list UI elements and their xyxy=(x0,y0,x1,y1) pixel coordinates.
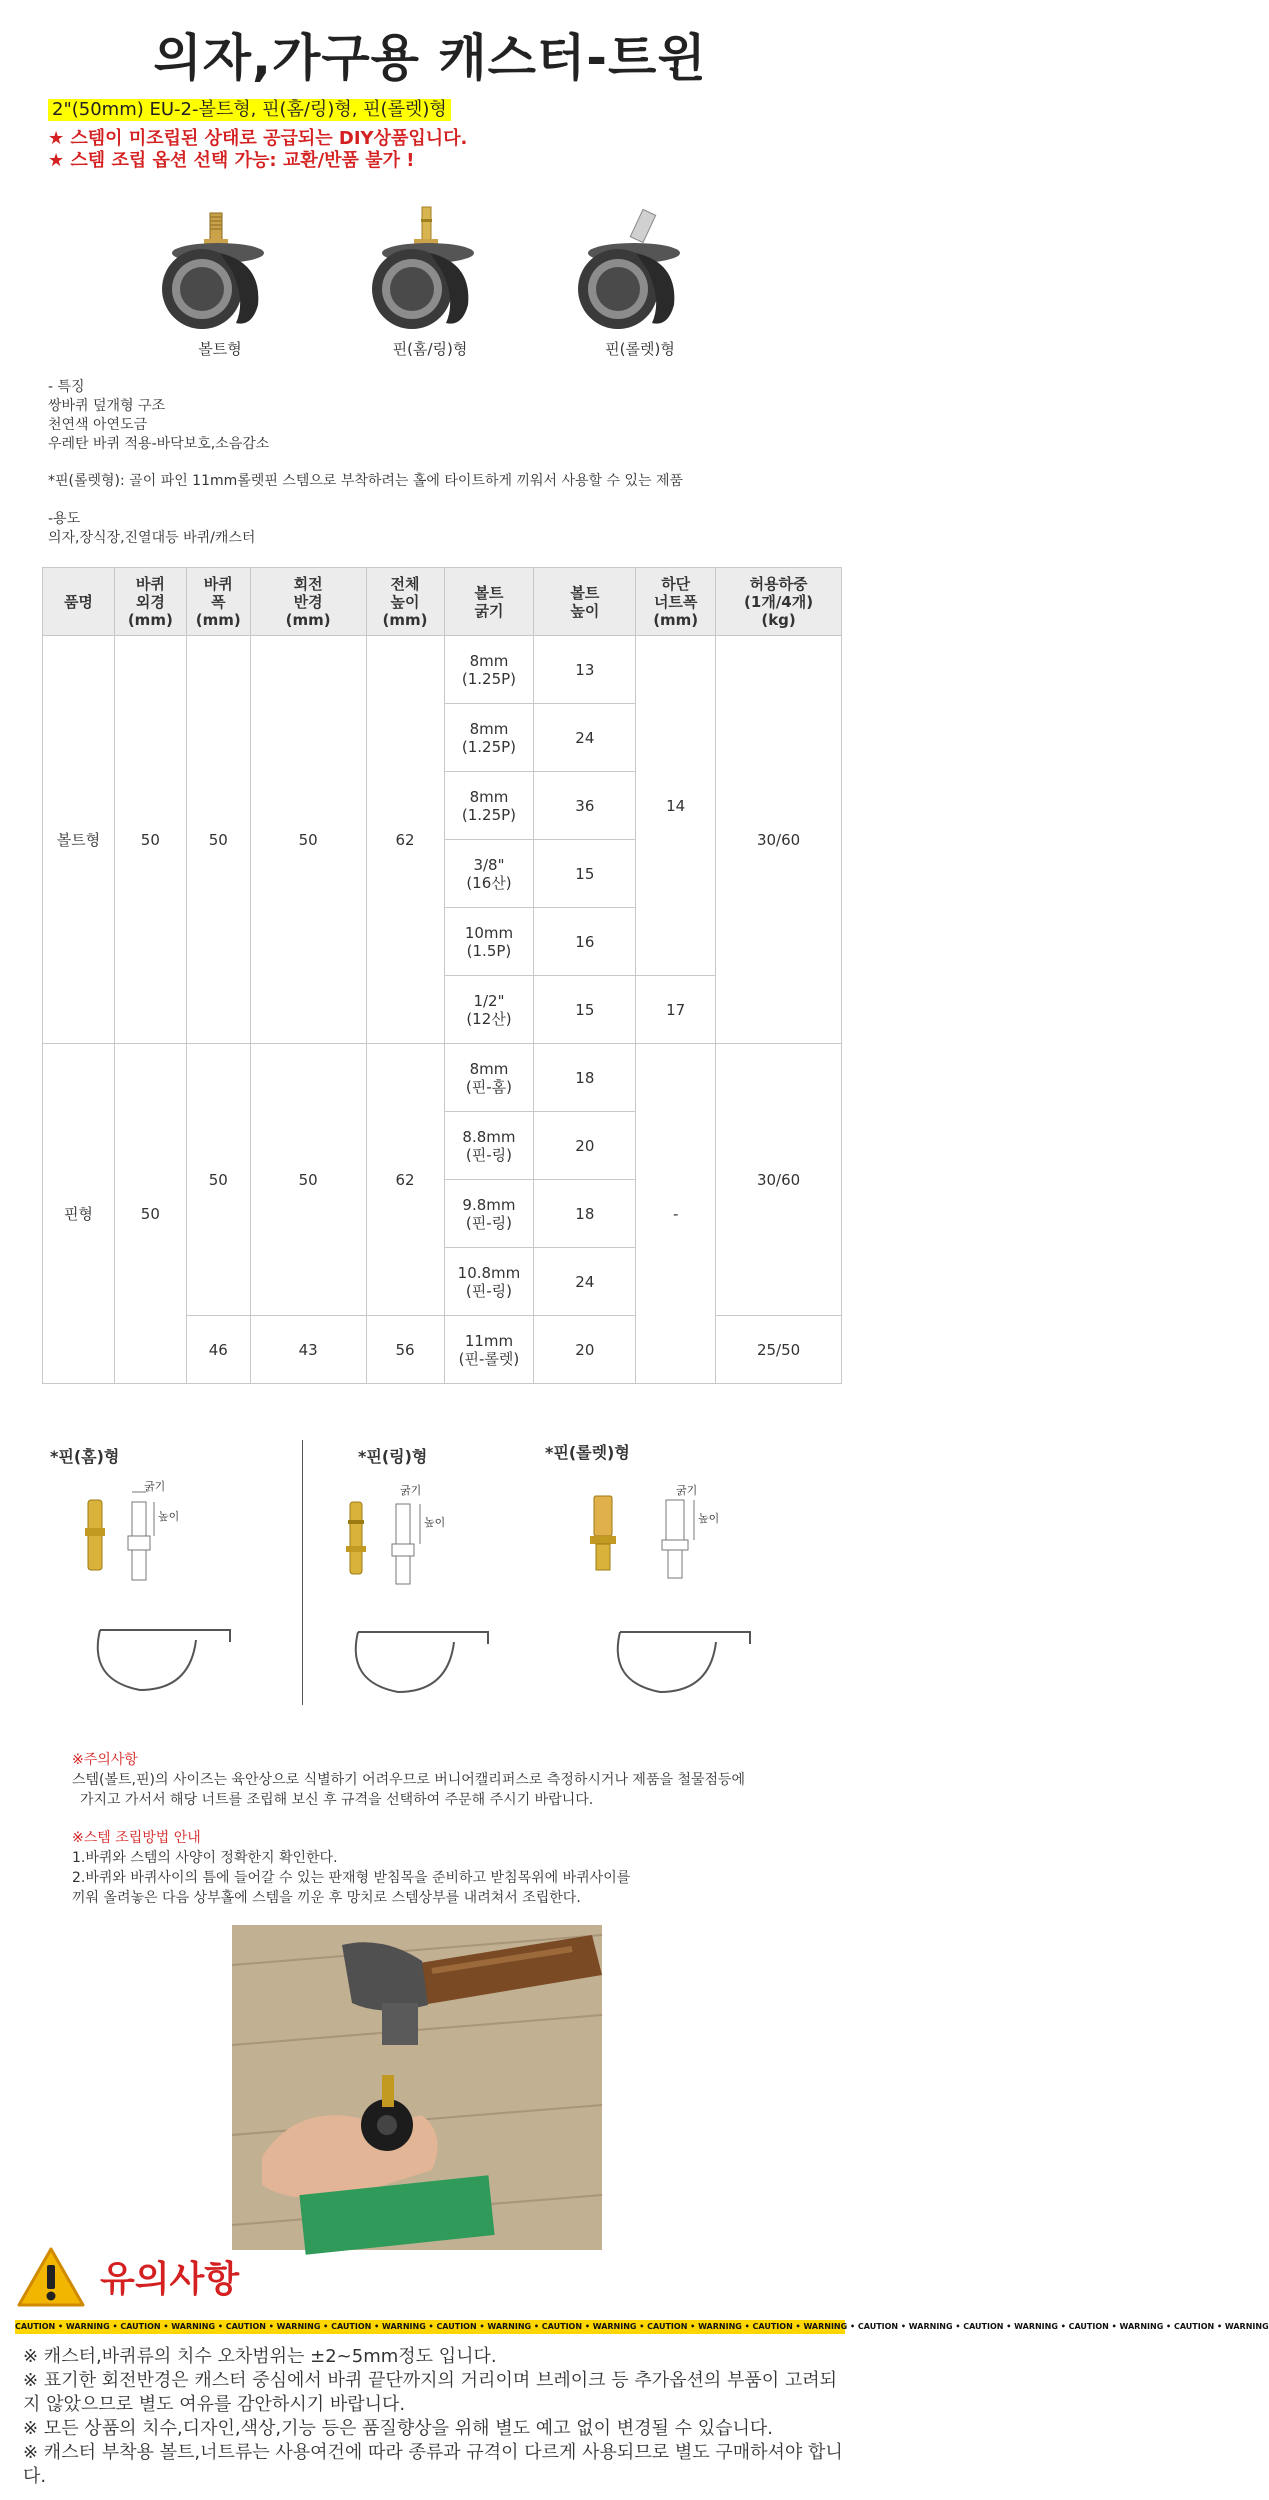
pin-last-radius: 43 xyxy=(250,1316,366,1384)
assembly-head: ※스템 조립방법 안내 xyxy=(72,1830,201,1846)
pin-name: 핀형 xyxy=(43,1044,115,1384)
features-head: - 특징 xyxy=(48,379,85,395)
page-title: 의자,가구용 캐스터-트윈 xyxy=(153,29,707,87)
pin-nut: - xyxy=(636,1044,716,1384)
pin-last-thick: 11mm (핀-롤렛) xyxy=(444,1316,534,1384)
assembly-line-2: 2.바퀴와 바퀴사이의 틈에 들어갈 수 있는 판재형 받침목을 준비하고 받침목위에 바퀴사이를 xyxy=(72,1870,631,1886)
bolt-thick: 3/8" (16산) xyxy=(444,840,534,908)
groove-height-label: 높이 xyxy=(158,1510,180,1523)
header-name: 품명 xyxy=(43,568,115,636)
bolt-outer: 50 xyxy=(114,636,186,1044)
header-bolt-thick: 볼트 굵기 xyxy=(444,568,534,636)
pin-bh: 24 xyxy=(534,1248,636,1316)
warning-item: ※ 모든 상품의 치수,디자인,색상,기능 등은 품질향상을 위해 별도 예고 없이 변경될 수 있습니다. xyxy=(23,2418,773,2439)
pin-height: 62 xyxy=(366,1044,444,1316)
warning-triangle-icon xyxy=(15,2245,87,2309)
pin-rollet-diagram xyxy=(580,1482,800,1707)
pin-bh: 18 xyxy=(534,1044,636,1112)
feature-3: 우레탄 바퀴 적용-바닥보호,소음감소 xyxy=(48,436,270,452)
pin-ring-title: *핀(링)형 xyxy=(358,1447,428,1466)
rollet-thick-label: 굵기 xyxy=(676,1484,698,1497)
pin-radius: 50 xyxy=(250,1044,366,1316)
bolt-height: 62 xyxy=(366,636,444,1044)
pin-divider xyxy=(302,1440,303,1705)
product-label-pin: 핀(홈/링)형 xyxy=(392,340,468,358)
notice-diy: ★ 스템이 미조립된 상태로 공급되는 DIY상품입니다. xyxy=(48,128,468,149)
groove-thick-label: 굵기 xyxy=(144,1480,166,1493)
bolt-bh: 36 xyxy=(534,772,636,840)
bolt-nut-b: 17 xyxy=(636,976,716,1044)
caster-bolt-image xyxy=(140,205,300,335)
header-outer: 바퀴 외경 (mm) xyxy=(114,568,186,636)
hammer-assembly-image xyxy=(232,1925,602,2250)
assembly-line-1: 1.바퀴와 스템의 사양이 정확한지 확인한다. xyxy=(72,1850,338,1866)
pin-rollet-title: *핀(롤렛)형 xyxy=(545,1443,630,1462)
ring-thick-label: 굵기 xyxy=(400,1484,422,1497)
header-bolt-height: 볼트 높이 xyxy=(534,568,636,636)
spec-table xyxy=(42,567,842,1384)
model-line: 2"(50mm) EU-2-볼트형, 핀(홈/링)형, 핀(롤렛)형 xyxy=(48,99,451,121)
pin-ring-diagram xyxy=(338,1482,538,1707)
notice-no-return: ★ 스템 조립 옵션 선택 가능: 교환/반품 불가 ! xyxy=(48,150,415,171)
feature-1: 쌍바퀴 덮개형 구조 xyxy=(48,398,166,414)
pin-last-bh: 20 xyxy=(534,1316,636,1384)
pin-bh: 18 xyxy=(534,1180,636,1248)
caution-line-2: 가지고 가서서 해당 너트를 조립해 보신 후 규격을 선택하여 주문해 주시기 바랍니다. xyxy=(80,1792,594,1808)
product-pin-groove xyxy=(350,205,510,365)
pin-width: 50 xyxy=(186,1044,250,1316)
bolt-thick: 8mm (1.25P) xyxy=(444,704,534,772)
use-text: 의자,장식장,진열대등 바퀴/캐스터 xyxy=(48,530,256,546)
pin-last-load: 25/50 xyxy=(716,1316,842,1384)
caster-pin-image xyxy=(350,205,510,335)
feature-2: 천연색 아연도금 xyxy=(48,417,148,433)
bolt-bh: 16 xyxy=(534,908,636,976)
pin-thick: 8mm (핀-홈) xyxy=(444,1044,534,1112)
warning-item: ※ 캐스터,바퀴류의 치수 오차범위는 ±2~5mm정도 입니다. xyxy=(23,2346,497,2367)
table-row xyxy=(43,1044,842,1112)
bolt-nut-a: 14 xyxy=(636,636,716,976)
bolt-thick: 10mm (1.5P) xyxy=(444,908,534,976)
pin-thick: 8.8mm (핀-링) xyxy=(444,1112,534,1180)
product-label-bolt: 볼트형 xyxy=(198,340,242,358)
caster-rollet-image xyxy=(560,205,720,335)
use-head: -용도 xyxy=(48,511,81,527)
bolt-load: 30/60 xyxy=(716,636,842,1044)
table-row xyxy=(43,636,842,704)
pin-note: *핀(롤렛형): 골이 파인 11mm롤렛핀 스템으로 부착하려는 홀에 타이트하게 끼워서 사용할 수 있는 제품 xyxy=(48,473,684,489)
bolt-thick: 8mm (1.25P) xyxy=(444,772,534,840)
pin-bh: 20 xyxy=(534,1112,636,1180)
header-nut: 하단 너트폭 (mm) xyxy=(636,568,716,636)
pin-load: 30/60 xyxy=(716,1044,842,1316)
product-row xyxy=(140,205,720,365)
warning-header xyxy=(15,2245,415,2305)
bolt-width: 50 xyxy=(186,636,250,1044)
assembly-line-3: 끼워 올려놓은 다음 상부홀에 스템을 끼운 후 망치로 스템상부를 내려쳐서 조립한다. xyxy=(72,1890,581,1906)
caution-head: ※주의사항 xyxy=(72,1752,138,1768)
pin-thick: 10.8mm (핀-링) xyxy=(444,1248,534,1316)
bolt-bh: 15 xyxy=(534,976,636,1044)
bolt-name: 볼트형 xyxy=(43,636,115,1044)
warning-item: ※ 캐스터 부착용 볼트,너트류는 사용여건에 따라 종류과 규격이 다르게 사용되므로 별도 구매하셔야 합니다. xyxy=(23,2442,843,2487)
pin-outer: 50 xyxy=(114,1044,186,1384)
pin-type-section xyxy=(40,1432,840,1712)
ring-height-label: 높이 xyxy=(424,1516,446,1529)
rollet-height-label: 높이 xyxy=(698,1512,720,1525)
warning-title: 유의사항 xyxy=(100,2259,240,2300)
header-radius: 회전 반경 (mm) xyxy=(250,568,366,636)
caution-line-1: 스템(볼트,핀)의 사이즈는 육안상으로 식별하기 어려우므로 버니어캘리퍼스로 측정하시거나 제품을 철물점등에 xyxy=(72,1772,746,1788)
header-load: 허용하중 (1개/4개) (kg) xyxy=(716,568,842,636)
pin-thick: 9.8mm (핀-링) xyxy=(444,1180,534,1248)
pin-groove-title: *핀(홈)형 xyxy=(50,1447,120,1466)
caution-tape: CAUTION • WARNING • CAUTION • WARNING • CAUTION • WARNING • CAUTION • WARNING • CAUTION • WARNING • CAUTION • WARNING • CAUTION • WARNING • CAUTION • WARNING • CAUTION • WARNING • CAUTION • WARNING • CAUTION • WARNING • CAUTION • WARNING xyxy=(15,2320,845,2334)
pin-last-width: 46 xyxy=(186,1316,250,1384)
bolt-bh: 13 xyxy=(534,636,636,704)
bolt-thick: 1/2" (12산) xyxy=(444,976,534,1044)
header-width: 바퀴 폭 (mm) xyxy=(186,568,250,636)
pin-groove-diagram xyxy=(80,1480,290,1705)
bolt-radius: 50 xyxy=(250,636,366,1044)
pin-last-height: 56 xyxy=(366,1316,444,1384)
table-header-row xyxy=(43,568,842,636)
assembly-photo xyxy=(232,1925,602,2250)
bolt-thick: 8mm (1.25P) xyxy=(444,636,534,704)
warning-list xyxy=(23,2345,853,2489)
product-label-rollet: 핀(롤렛)형 xyxy=(605,340,675,358)
bolt-bh: 15 xyxy=(534,840,636,908)
warning-item: ※ 표기한 회전반경은 캐스터 중심에서 바퀴 끝단까지의 거리이며 브레이크 등 추가옵션의 부품이 고려되지 않았으므로 별도 여유를 감안하시기 바랍니다. xyxy=(23,2370,838,2415)
product-bolt xyxy=(140,205,300,365)
header-height: 전체 높이 (mm) xyxy=(366,568,444,636)
product-pin-rollet xyxy=(560,205,720,365)
bolt-bh: 24 xyxy=(534,704,636,772)
